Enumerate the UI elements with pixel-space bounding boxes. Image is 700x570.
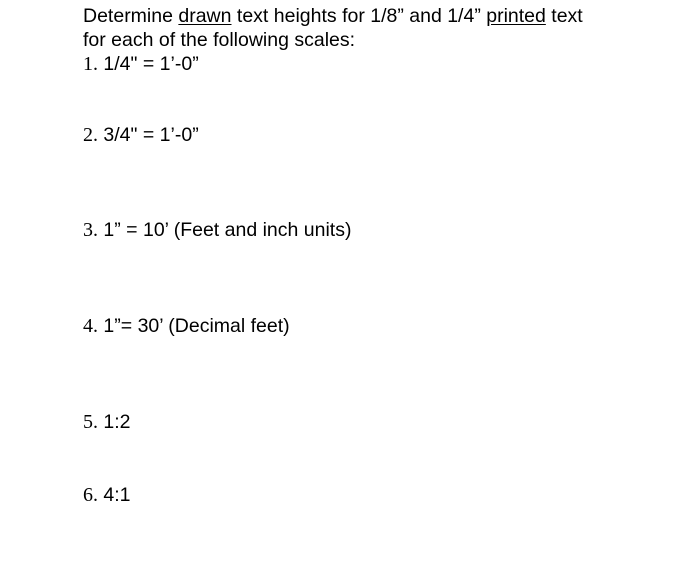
list-item-1 [83,52,199,76]
prompt-line-2: for each of the following scales: [83,29,356,51]
item-scale: 1” = 10’ (Feet and inch units) [103,219,352,241]
item-scale: 4:1 [103,484,131,506]
prompt-text-middle: text heights for 1/8” and 1/4” [231,5,487,27]
item-number: 1. [83,53,98,75]
underlined-word-printed: printed [486,5,546,27]
prompt-text-end: text [545,5,583,27]
item-number: 3. [83,219,98,241]
list-item-3 [83,218,351,242]
list-item-4 [83,314,290,338]
item-number: 2. [83,124,98,146]
item-number: 4. [83,315,98,337]
list-item-6 [83,483,131,507]
item-scale: 1/4" = 1’-0” [103,53,199,75]
list-item-2 [83,123,199,147]
item-number: 6. [83,484,98,506]
list-item-5 [83,410,131,434]
item-scale: 1”= 30’ (Decimal feet) [103,315,290,337]
item-scale: 3/4" = 1’-0” [103,124,199,146]
item-scale: 1:2 [103,411,131,433]
item-number: 5. [83,411,98,433]
question-prompt [83,4,683,52]
prompt-text-start: Determine [83,5,179,27]
underlined-word-drawn: drawn [178,5,232,27]
